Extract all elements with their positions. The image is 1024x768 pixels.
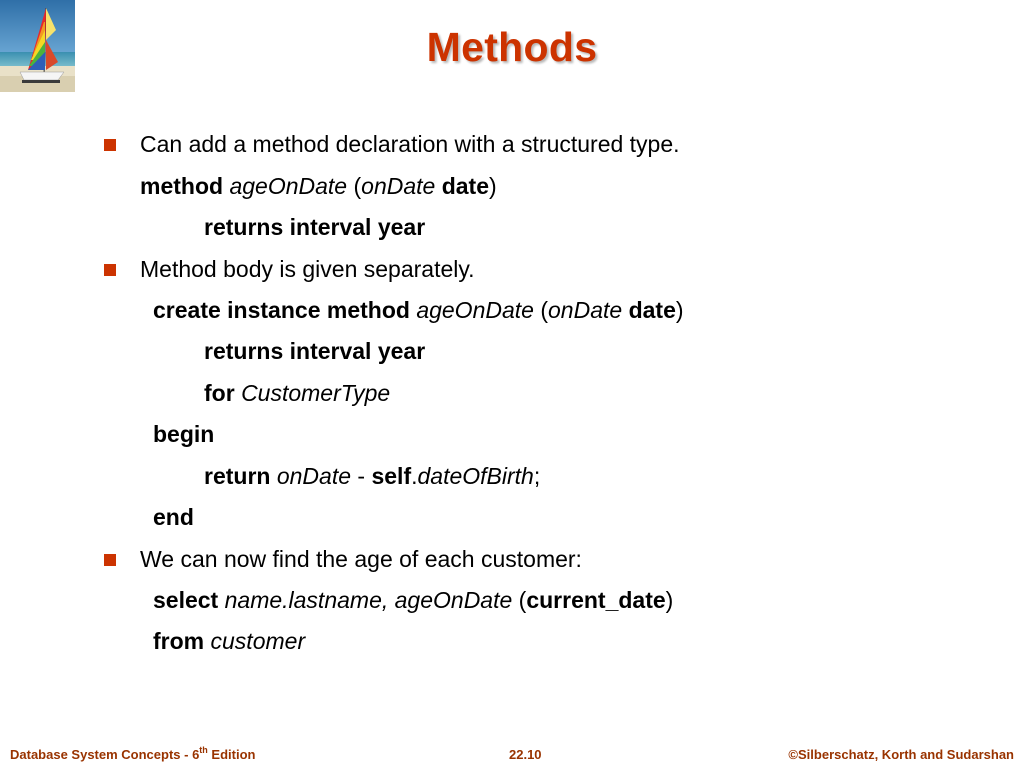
footer-edition-text: Edition: [207, 747, 256, 762]
slide-title: Methods: [426, 24, 598, 70]
identifier: name.lastname, ageOnDate: [224, 587, 513, 613]
keyword: method: [140, 173, 224, 199]
code-line: [140, 172, 497, 200]
punctuation: (: [512, 587, 527, 613]
keyword: self: [371, 463, 412, 489]
punctuation: ): [675, 297, 684, 323]
keyword: date: [628, 297, 676, 323]
punctuation: ;: [533, 463, 541, 489]
keyword: returns interval year: [204, 214, 426, 240]
keyword: returns interval year: [204, 338, 426, 364]
bullet-marker: [104, 554, 116, 566]
punctuation: ): [665, 587, 674, 613]
bullet-text: Can add a method declaration with a structured type.: [140, 131, 680, 157]
footer-edition-superscript: th: [199, 744, 208, 755]
footer-page-number: 22.10: [509, 747, 542, 762]
identifier: dateOfBirth: [417, 463, 534, 489]
punctuation: ): [489, 173, 497, 199]
identifier: ageOnDate: [229, 173, 348, 199]
punctuation: .: [411, 463, 418, 489]
bullet-text: Method body is given separately.: [140, 256, 475, 282]
identifier: customer: [210, 628, 306, 654]
operator: -: [351, 463, 372, 489]
footer-copyright: ©Silberschatz, Korth and Sudarshan: [788, 747, 1014, 762]
punctuation: (: [533, 297, 549, 323]
keyword: for: [204, 380, 235, 406]
identifier: onDate: [361, 173, 436, 199]
code-line: [153, 586, 673, 614]
identifier: onDate: [276, 463, 352, 489]
code-line: [153, 627, 305, 655]
code-line: [153, 296, 684, 324]
keyword: date: [441, 173, 490, 199]
code-line: [153, 503, 194, 531]
footer-book-title-text: Database System Concepts - 6: [10, 747, 200, 762]
identifier: CustomerType: [241, 380, 391, 406]
code-line: [153, 420, 214, 448]
identifier: ageOnDate: [416, 297, 534, 323]
code-line: [204, 462, 540, 490]
code-line: [204, 379, 390, 407]
keyword: return: [204, 463, 271, 489]
keyword: from: [153, 628, 205, 654]
keyword: begin: [153, 421, 215, 447]
bullet-marker: [104, 264, 116, 276]
keyword: current_date: [526, 587, 666, 613]
bullet-marker: [104, 139, 116, 151]
punctuation: (: [347, 173, 362, 199]
keyword: end: [153, 504, 194, 530]
footer-book-title: [10, 744, 256, 763]
code-line: [204, 337, 425, 365]
bullet-text: We can now find the age of each customer:: [140, 546, 582, 572]
keyword: select: [153, 587, 219, 613]
keyword: create instance method: [153, 297, 410, 323]
identifier: onDate: [548, 297, 623, 323]
code-line: [204, 213, 425, 241]
